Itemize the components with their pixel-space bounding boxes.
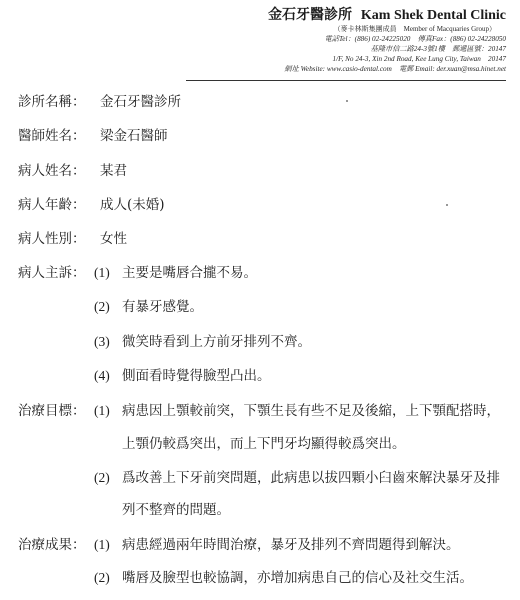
field-value: 某君 xyxy=(100,163,127,179)
complaint-num: (4) xyxy=(94,368,110,383)
field-clinic-name xyxy=(18,92,181,112)
field-label: 病人姓名： xyxy=(18,163,86,179)
address-zh-line: 基隆市信二路24-3號1樓 郵遞區號：20147 xyxy=(370,45,506,53)
clinic-title xyxy=(176,6,506,25)
field-value: 成人(未婚) xyxy=(100,197,165,213)
clinic-name-en: Kam Shek Dental Clinic xyxy=(360,8,506,23)
field-label: 病人年齡： xyxy=(18,197,86,213)
web-email-line: 網址 Website: www.casio-dental.com 電郵 Email: der.xuan@msa.hinet.net xyxy=(284,65,506,73)
field-patient-age xyxy=(18,195,165,215)
field-label: 醫師姓名： xyxy=(18,128,86,144)
scan-speck xyxy=(346,100,348,102)
field-label: 診所名稱： xyxy=(18,94,86,110)
result-item: 病患經過兩年時間治療，暴牙及排列不齊問題得到解決。 xyxy=(122,537,460,553)
complaint-item: 微笑時看到上方前牙排列不齊。 xyxy=(122,334,311,350)
field-doctor-name xyxy=(18,126,168,146)
goal-num: (2) xyxy=(94,470,110,485)
complaint-item: 側面看時覺得臉型凸出。 xyxy=(122,368,271,384)
complaint-item: 有暴牙感覺。 xyxy=(122,299,203,315)
letterhead xyxy=(176,6,506,74)
field-value: 金石牙醫診所 xyxy=(100,94,181,110)
field-patient-name xyxy=(18,161,127,181)
field-value: 梁金石醫師 xyxy=(100,128,168,144)
goals-label: 治療目標： xyxy=(18,403,86,419)
address-en-line: 1/F, No 24-3, Xin 2nd Road, Kee Lung City, Taiwan 20147 xyxy=(332,55,506,63)
goal-line: 病患因上顎較前突，下顎生長有些不足及後縮，上下顎配搭時， xyxy=(122,403,500,419)
field-value: 女性 xyxy=(100,231,127,247)
goal-line: 爲改善上下牙前突問題，此病患以拔四顆小臼齒來解決暴牙及排 xyxy=(122,470,500,486)
complaint-item: 主要是嘴唇合攏不易。 xyxy=(122,265,257,281)
complaint-num: (2) xyxy=(94,299,110,314)
complaint-num: (3) xyxy=(94,334,110,349)
goal-line: 列不整齊的問題。 xyxy=(122,502,230,518)
goal-num: (1) xyxy=(94,403,110,418)
scan-speck xyxy=(446,204,448,206)
member-line: （麥卡林斯集團成員 Member of Macquaries Group） xyxy=(333,25,496,33)
result-num: (1) xyxy=(94,537,110,552)
results-label: 治療成果： xyxy=(18,537,86,553)
complaint-num: (1) xyxy=(94,265,110,280)
field-patient-gender xyxy=(18,229,127,249)
clinic-name-zh: 金石牙醫診所 xyxy=(268,7,353,23)
letterhead-divider xyxy=(186,80,506,81)
phone-line: 電話Tel：(886) 02-24225020 傳真Fax：(886) 02-24228050 xyxy=(324,35,506,43)
complaint-label: 病人主訴： xyxy=(18,265,86,281)
field-label: 病人性別： xyxy=(18,231,86,247)
result-item: 嘴唇及臉型也較協調，亦增加病患自己的信心及社交生活。 xyxy=(122,570,473,586)
result-num: (2) xyxy=(94,570,110,585)
goal-line: 上顎仍較爲突出，而上下門牙均顯得較爲突出。 xyxy=(122,436,406,452)
